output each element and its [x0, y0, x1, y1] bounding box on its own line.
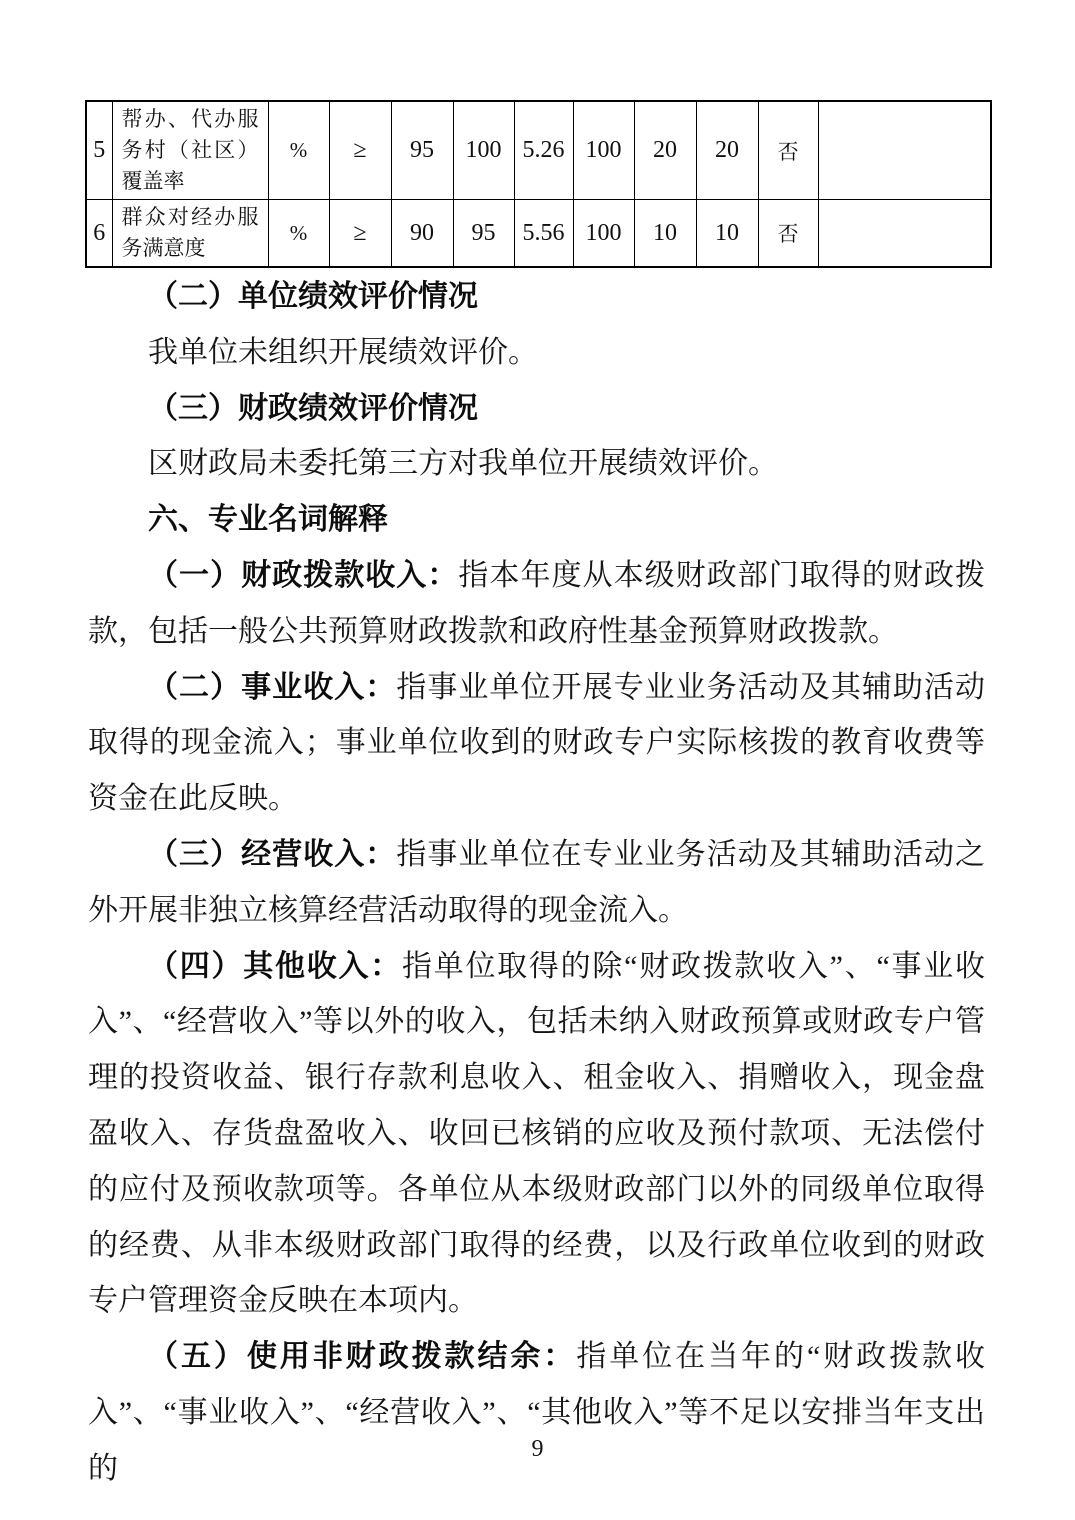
- term-label: （五）使用非财政拨款结余：: [148, 1340, 577, 1374]
- paragraph-text: 我单位未组织开展绩效评价。: [148, 335, 538, 369]
- table-cell-remark: [818, 101, 991, 200]
- paragraph-term-business-income: [88, 827, 985, 939]
- section-heading-fiscal-evaluation: [88, 381, 985, 437]
- table-cell-value: 100: [573, 200, 634, 268]
- term-definition: 指单位取得的除“财政拨款收入”、“事业收入”、“经营收入”等以外的收入，包括未纳入财政预算或财政专户管理的投资收益、银行存款利息收入、租金收入、捐赠收入，现金盘盈收入、存货盘盈收入、收回已核销的应收及预付款项、无法偿付的应付及预收款项等。各单位从本级财政部门以外的同级单位取得的经费、从非本级财政部门取得的经费，以及行政单位收到的财政专户管理资金反映在本项内。: [88, 949, 986, 1318]
- term-label: （一）财政拨款收入：: [148, 558, 459, 592]
- table-cell-unit: %: [268, 101, 329, 200]
- paragraph-text: 区财政局未委托第三方对我单位开展绩效评价。: [148, 447, 778, 481]
- paragraph-term-operating-income: [88, 660, 985, 827]
- term-label: （三）经营收入：: [148, 837, 397, 871]
- table-row: [86, 101, 991, 200]
- term-definition: 指事业单位开展专业业务活动及其辅助活动取得的现金流入；事业单位收到的财政专户实际核拨的教育收费等资金在此反映。: [88, 670, 986, 816]
- section-heading-terminology: [88, 492, 985, 548]
- term-definition: 指事业单位在专业业务活动及其辅助活动之外开展非独立核算经营活动取得的现金流入。: [88, 837, 986, 927]
- table-cell-unit: %: [268, 200, 329, 268]
- table-cell-value: 95: [453, 200, 514, 268]
- paragraph: [88, 325, 985, 381]
- paragraph: [88, 436, 985, 492]
- heading-text: （二）单位绩效评价情况: [148, 280, 478, 313]
- table-cell-value: 10: [696, 200, 758, 268]
- table-cell-value: 5.26: [514, 101, 573, 200]
- table-cell-flag: 否: [758, 101, 818, 200]
- table-cell-direction: ≥: [329, 200, 391, 268]
- table-cell-value: 90: [391, 200, 453, 268]
- performance-indicator-table: [85, 100, 992, 268]
- term-definition: 指本年度从本级财政部门取得的财政拨款，包括一般公共预算财政拨款和政府性基金预算财政拨款。: [88, 558, 986, 648]
- table-cell-direction: ≥: [329, 101, 391, 200]
- term-label: （二）事业收入：: [148, 670, 397, 704]
- table-cell-value: 20: [634, 101, 696, 200]
- table-cell-row-index: 6: [86, 200, 112, 268]
- table-cell-value: 100: [453, 101, 514, 200]
- section-heading-unit-evaluation: [88, 269, 985, 325]
- table-cell-flag: 否: [758, 200, 818, 268]
- table-cell-value: 100: [573, 101, 634, 200]
- heading-text: （三）财政绩效评价情况: [148, 391, 478, 425]
- table-cell-row-index: 5: [86, 101, 112, 200]
- paragraph-term-fiscal-appropriation-income: [88, 548, 985, 660]
- table-cell-value: 10: [634, 200, 696, 268]
- heading-text: 六、专业名词解释: [148, 503, 388, 537]
- table-cell-indicator-name: 群众对经办服务满意度: [112, 200, 268, 268]
- paragraph-term-other-income: [88, 939, 985, 1330]
- table-cell-value: 20: [696, 101, 758, 200]
- document-body: [88, 256, 985, 1497]
- page-number: 9: [531, 1436, 544, 1462]
- table-cell-value: 5.56: [514, 200, 573, 268]
- paragraph-term-non-fiscal-surplus: [88, 1329, 985, 1496]
- table-cell-value: 95: [391, 101, 453, 200]
- table-cell-indicator-name: 帮办、代办服务村（社区）覆盖率: [112, 101, 268, 200]
- term-label: （四）其他收入：: [148, 949, 402, 983]
- term-definition: 指单位在当年的“财政拨款收入”、“事业收入”、“经营收入”、“其他收入”等不足以安排当年支出的: [88, 1340, 985, 1485]
